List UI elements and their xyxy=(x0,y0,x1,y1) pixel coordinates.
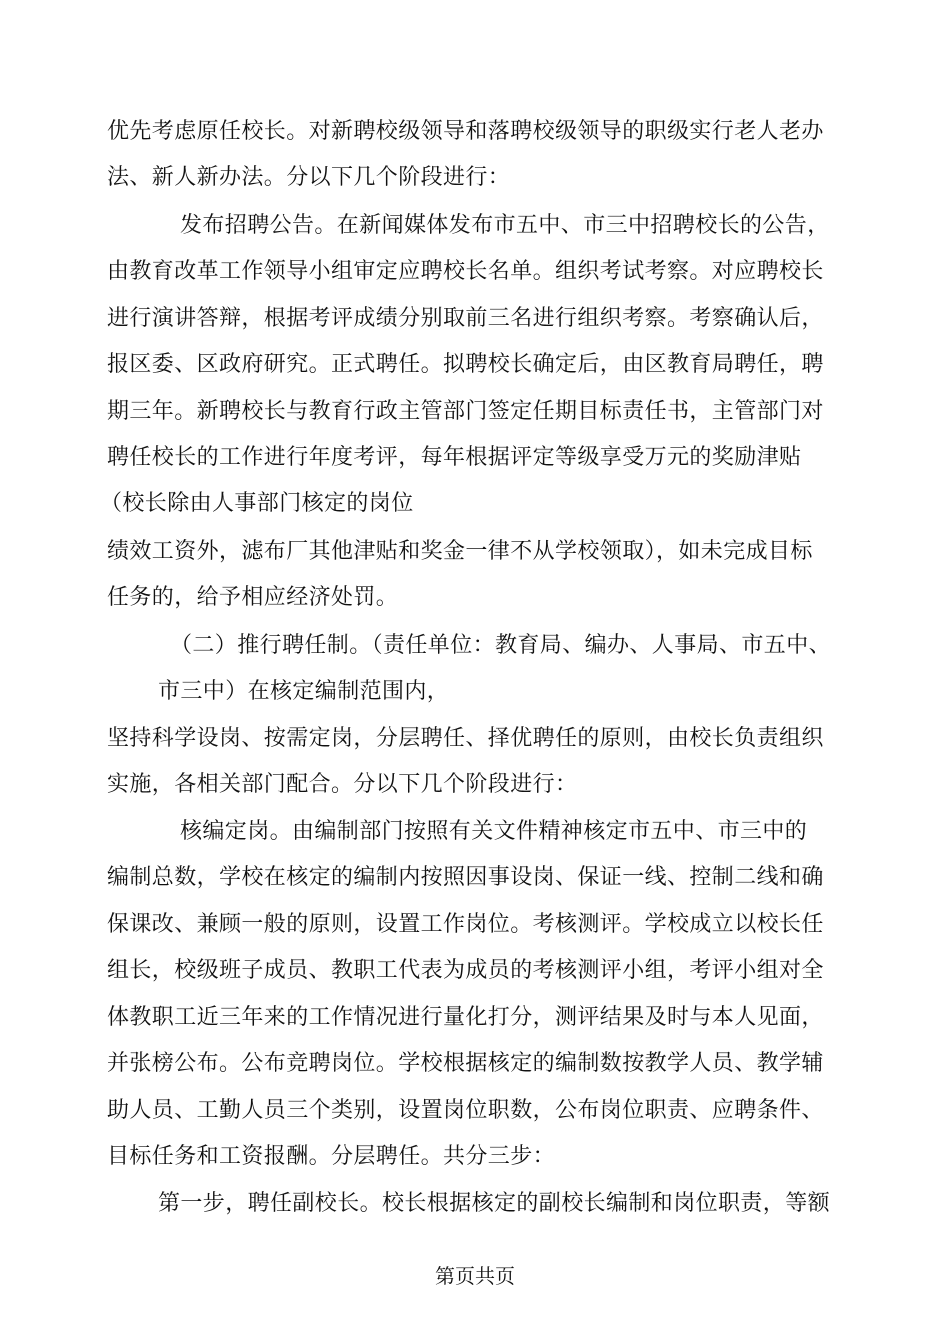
text-line: 坚持科学设岗、按需定岗，分层聘任、择优聘任的原则，由校长负责组织 xyxy=(107,726,824,751)
text-line: （校长除由人事部门核定的岗位 xyxy=(100,491,414,516)
text-line: 体教职工近三年来的工作情况进行量化打分，测评结果及时与本人见面， xyxy=(107,1005,824,1030)
text-line: 组长，校级班子成员、教职工代表为成员的考核测评小组，考评小组对全 xyxy=(107,958,824,983)
text-line: 绩效工资外，滤布厂其他津贴和奖金一律不从学校领取），如未完成目标 xyxy=(107,539,813,564)
text-line: 保课改、兼顾一般的原则，设置工作岗位。考核测评。学校成立以校长任 xyxy=(107,912,824,937)
text-line: 目标任务和工资报酬。分层聘任。共分三步： xyxy=(107,1144,556,1169)
text-line: 优先考虑原任校长。对新聘校级领导和落聘校级领导的职级实行老人老办 xyxy=(107,119,824,144)
text-line: 编制总数，学校在核定的编制内按照因事设岗、保证一线、控制二线和确 xyxy=(107,865,824,890)
text-line: 发布招聘公告。在新闻媒体发布市五中、市三中招聘校长的公告， xyxy=(180,213,830,238)
text-line: 进行演讲答辩，根据考评成绩分别取前三名进行组织考察。考察确认后， xyxy=(107,306,824,331)
text-line: 实施，各相关部门配合。分以下几个阶段进行： xyxy=(107,772,578,797)
page-footer: 第页共页 xyxy=(435,1264,515,1288)
text-line: 市三中）在核定编制范围内， xyxy=(158,679,450,704)
text-line: 报区委、区政府研究。正式聘任。拟聘校长确定后，由区教育局聘任，聘 xyxy=(107,352,824,377)
text-line: 法、新人新办法。分以下几个阶段进行： xyxy=(107,165,511,190)
text-line: 由教育改革工作领导小组审定应聘校长名单。组织考试考察。对应聘校长 xyxy=(107,259,824,284)
text-line: （二）推行聘任制。（责任单位：教育局、编办、人事局、市五中、 xyxy=(170,633,832,658)
text-line: 聘任校长的工作进行年度考评，每年根据评定等级享受万元的奖励津贴 xyxy=(107,445,802,470)
text-line: 助人员、工勤人员三个类别，设置岗位职数，公布岗位职责、应聘条件、 xyxy=(107,1098,824,1123)
text-line: 任务的，给予相应经济处罚。 xyxy=(107,585,399,610)
text-line: 核编定岗。由编制部门按照有关文件精神核定市五中、市三中的 xyxy=(180,819,808,844)
text-line: 期三年。新聘校长与教育行政主管部门签定任期目标责任书，主管部门对 xyxy=(107,399,824,424)
text-line: 第一步，聘任副校长。校长根据核定的副校长编制和岗位职责，等额 xyxy=(158,1191,831,1216)
text-line: 并张榜公布。公布竞聘岗位。学校根据核定的编制数按教学人员、教学辅 xyxy=(107,1051,824,1076)
